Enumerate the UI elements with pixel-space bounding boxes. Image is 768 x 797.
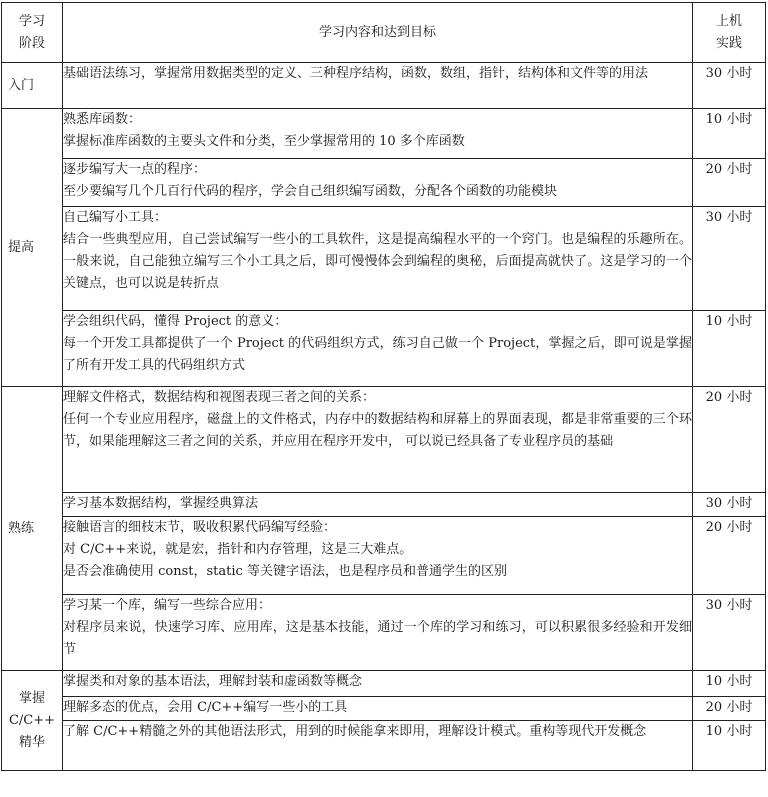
stage-cell: [2, 387, 63, 671]
table-row: [2, 595, 766, 671]
hours-cell: 20 小时: [693, 159, 766, 207]
stage-name: 提高: [8, 239, 35, 255]
table-row: [2, 721, 766, 771]
content-desc: 学习基本数据结构，掌握经典算法: [63, 496, 259, 511]
content-cell: [63, 387, 693, 493]
header-hours-line: 上机: [715, 13, 742, 29]
content-cell: [63, 109, 693, 159]
content-desc: 任何一个专业应用程序，磁盘上的文件格式，内存中的数据结构和屏幕上的界面表现，都是非常重要的三个环节，如果能理解这三者之间的关系，并应用在程序开发中， 可以说已经具备了专业程序员的基础: [63, 412, 692, 449]
study-plan-table: [1, 2, 766, 771]
header-hours: [693, 3, 766, 63]
content-cell: [63, 63, 693, 109]
header-content: 学习内容和达到目标: [63, 3, 693, 63]
content-cell: [63, 159, 693, 207]
content-cell: [63, 311, 693, 387]
hours-cell: 10 小时: [693, 721, 766, 771]
content-cell: [63, 721, 693, 771]
content-desc: 对程序员来说，快速学习库、应用库，这是基本技能，通过一个库的学习和练习，可以积累很多经验和开发细节: [63, 620, 692, 657]
content-cell: [63, 207, 693, 311]
table-row: [2, 517, 766, 595]
table-row: [2, 311, 766, 387]
content-title: 学习某一个库，编写一些综合应用：: [63, 598, 272, 613]
hours-cell: 30 小时: [693, 207, 766, 311]
hours-cell: 10 小时: [693, 109, 766, 159]
content-cell: [63, 517, 693, 595]
content-title: 接触语言的细枝末节，吸收积累代码编写经验：: [63, 520, 337, 535]
content-desc: 基础语法练习，掌握常用数据类型的定义、三种程序结构，函数，数组，指针，结构体和文件等的用法: [63, 66, 649, 81]
content-desc: 是否会准确使用 const，static 等关键字语法，也是程序员和普通学生的区别: [63, 564, 507, 579]
table-row: [2, 207, 766, 311]
header-hours-line: 实践: [715, 35, 742, 51]
content-title: 学会组织代码，懂得 Project 的意义：: [63, 314, 288, 329]
table-row: [2, 109, 766, 159]
content-desc: 了解 C/C++精髓之外的其他语法形式，用到的时候能拿来即用，理解设计模式。重构等现代开发概念: [63, 724, 647, 739]
hours-cell: 10 小时: [693, 671, 766, 697]
content-desc: 掌握标准库函数的主要头文件和分类，至少掌握常用的 10 多个库函数: [63, 134, 465, 149]
content-cell: [63, 595, 693, 671]
content-desc: 至少要编写几个几百行代码的程序，学会自己组织编写函数，分配各个函数的功能模块: [63, 184, 558, 199]
header-stage: [2, 3, 63, 63]
content-desc: 对 C/C++来说，就是宏，指针和内存管理，这是三大难点。: [63, 542, 413, 557]
content-desc: 理解多态的优点，会用 C/C++编写一些小的工具: [63, 700, 348, 715]
content-desc: 掌握类和对象的基本语法，理解封装和虚函数等概念: [63, 674, 363, 689]
hours-cell: 30 小时: [693, 595, 766, 671]
content-desc: 结合一些典型应用，自己尝试编写一些小的工具软件，这是提高编程水平的一个窍门。也是编程的乐趣所在。一般来说，自己能独立编写三个小工具之后，即可慢慢体会到编程的奥秘，后面提高就快了。这是学习的一个关键点，也可以说是转折点: [63, 232, 692, 291]
content-cell: [63, 671, 693, 697]
content-title: 自己编写小工具：: [63, 210, 168, 225]
content-title: 理解文件格式，数据结构和视图表现三者之间的关系：: [63, 390, 376, 405]
hours-cell: 10 小时: [693, 311, 766, 387]
table-row: [2, 387, 766, 493]
stage-name: 掌握: [18, 690, 45, 706]
hours-cell: 30 小时: [693, 63, 766, 109]
stage-name: 精华: [18, 734, 45, 750]
stage-cell: [2, 109, 63, 387]
header-stage-line: 学习: [18, 13, 45, 29]
stage-name: C/C++: [8, 712, 56, 728]
table-row: [2, 697, 766, 721]
content-title: 熟悉库函数：: [63, 112, 142, 127]
content-cell: [63, 697, 693, 721]
hours-cell: 30 小时: [693, 493, 766, 517]
content-cell: [63, 493, 693, 517]
stage-name: 熟练: [8, 520, 35, 536]
table-row: [2, 159, 766, 207]
table-row: [2, 671, 766, 697]
table-row: [2, 493, 766, 517]
table-row: [2, 63, 766, 109]
header-row: [2, 3, 766, 63]
hours-cell: 20 小时: [693, 697, 766, 721]
hours-cell: 20 小时: [693, 387, 766, 493]
stage-cell: [2, 63, 63, 109]
header-stage-line: 阶段: [18, 35, 45, 51]
stage-cell: [2, 671, 63, 771]
hours-cell: 20 小时: [693, 517, 766, 595]
content-title: 逐步编写大一点的程序：: [63, 162, 207, 177]
content-desc: 每一个开发工具都提供了一个 Project 的代码组织方式，练习自己做一个 Project，掌握之后，即可说是掌握了所有开发工具的代码组织方式: [63, 336, 692, 373]
stage-name: 入门: [8, 77, 35, 93]
